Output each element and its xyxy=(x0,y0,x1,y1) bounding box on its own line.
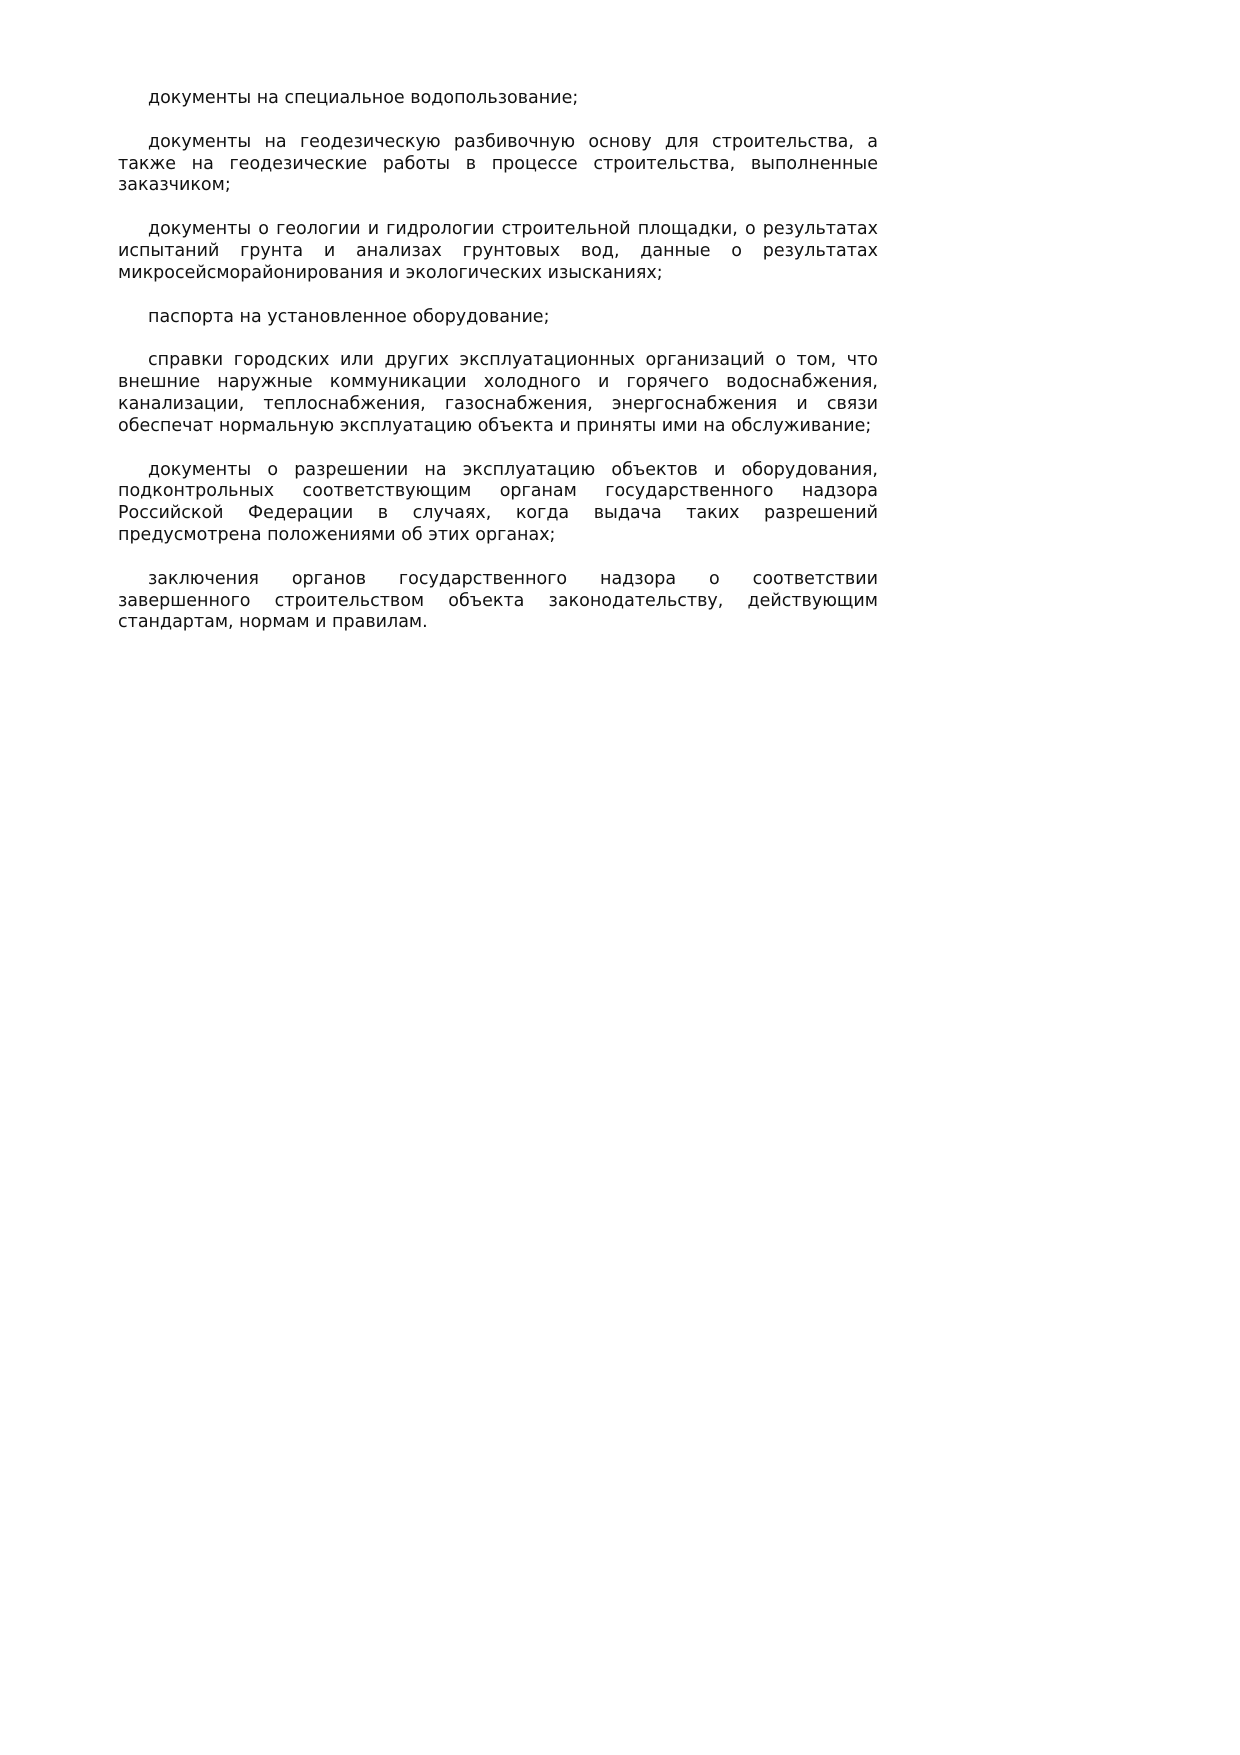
paragraph-water-use-documents: документы на специальное водопользование; xyxy=(148,88,579,108)
paragraph-utility-certificates: справки городских или других эксплуатационных организаций о том, что внешние наружные коммуникации холодного и горячего водоснабжения, канализации, теплоснабжения, газоснабжения, энергоснабжения и связи обеспечат нормальную эксплуатацию объекта и приняты ими на обслуживание; xyxy=(118,350,878,436)
paragraph-supervision-conclusions: заключения органов государственного надзора о соответствии завершенного строительством объекта законодательству, действующим стандартам, нормам и правилам. xyxy=(118,568,878,633)
paragraph-geodetic-documents: документы на геодезическую разбивочную основу для строительства, а также на геодезические работы в процессе строительства, выполненные заказчиком; xyxy=(118,131,878,196)
paragraph-equipment-passports: паспорта на установленное оборудование; xyxy=(148,306,550,327)
document-body xyxy=(118,88,878,656)
paragraph-geology-documents: документы о геологии и гидрологии строительной площадки, о результатах испытаний грунта и анализах грунтовых вод, данные о результатах микросейсморайонирования и экологических изысканиях; xyxy=(118,219,878,283)
paragraph-operation-permits: документы о разрешении на эксплуатацию объектов и оборудования, подконтрольных соответствующим органам государственного надзора Российской Федерации в случаях, когда выдача таких разрешений предусмотрена положениями об этих органах; xyxy=(118,459,878,545)
